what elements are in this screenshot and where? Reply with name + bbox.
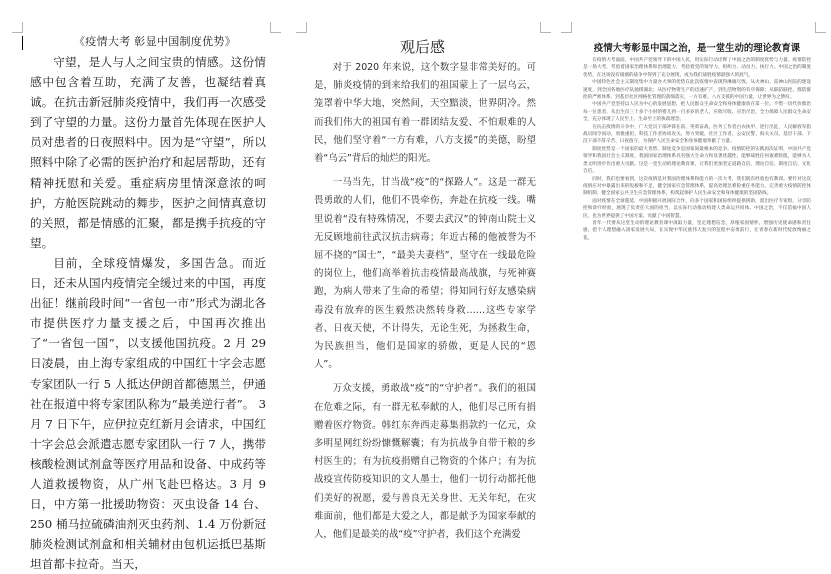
crop-mark bbox=[540, 22, 551, 33]
page3-paragraph: 青年一代要从这堂生动的理论教育课中汲取力量，坚定理想信念，厚植家国情怀，增强历史使命感和责任感，把个人理想融入国家发展大局，在实现中华民族伟大复兴的征程中奋勇前行，让青春在新时代绽放绚丽之花。 bbox=[583, 220, 811, 241]
page1-body[interactable] bbox=[30, 52, 266, 574]
page2-paragraph: 对于 2020 年来说，这个数字显非常美好的。可是，肺炎疫情的到来给我们的祖国蒙上了一层乌云，笼罩着中华大地，突然间，天空黯淡，世界阴冷。然而我们伟大的祖国有着一群团结友爱、不怕艰难的人民，他们坚守着“一方有难，八方支援”的美德，盼望着“乌云”背后的灿烂的阳光。 bbox=[314, 62, 536, 165]
page-middle bbox=[290, 0, 555, 541]
page3-paragraph: 制度优势是一个国家的最大优势，制度竞争是国家间最根本的竞争。疫情防控的实践再次证明，中国共产党领导和我国社会主义制度、我国国家治理体系具有强大生命力和显著优越性，能够战胜任何艰难险阻，能够为人类文明进步作出重大贡献。这是一堂生动的理论教育课，让我们更加坚定道路自信、理论自信、制度自信、文化自信。 bbox=[583, 146, 811, 175]
crop-mark bbox=[561, 22, 572, 33]
page2-title: 观后感 bbox=[399, 38, 445, 56]
page3-paragraph: 在抗击疫情的斗争中，广大党员干部冲锋在前、英勇奋战，医务工作者白衣执甲、逆行出征，人民解放军指战员闻令而动、勇挑重担，科技工作者协同攻关、努力突破，社区工作者、公安民警、海关关员、基层干部、下沉干部不辞辛苦、日夜值守，为保护人民生命安全和身体健康奉献了力量。 bbox=[583, 124, 811, 145]
crop-mark bbox=[12, 22, 23, 33]
page2-body[interactable] bbox=[314, 59, 536, 550]
page3-paragraph: 面对疫情在全球蔓延，中国积极开展国际合作，向多个国家和国际组织提供援助，派出医疗专家组，分享防控和诊疗经验，展现了负责任大国的担当，以实际行动推动构建人类命运共同体。中国之治，不仅造福中国人民，也为世界提供了中国方案、贡献了中国智慧。 bbox=[583, 198, 811, 219]
text-cursor bbox=[22, 36, 23, 50]
page-right bbox=[555, 0, 831, 452]
page3-paragraph: 中国共产党坚持以人民为中心的发展思想，把人民群众生命安全和身体健康放在第一位。不惜一切代价救治每一位患者，从出生仅三十多个小时的婴儿到一百多岁的老人，应收尽收、应治尽治，全力保障人民群众生命安全，充分体现了人民至上、生命至上的执政理念。 bbox=[583, 102, 811, 123]
page3-body[interactable] bbox=[583, 57, 811, 242]
page2-paragraph: 万众支援，勇敢战“疫”的“守护者”。我们的祖国在危难之际，有一群无私奉献的人，他们尽己所有捐赠着医疗物资。韩红东奔西走募集捐款约一亿元，众多明星网红纷纷慷慨解囊；有为抗战争自带干粮的乡村医生的；有为抗疫捐赠自己物资的个体户；有为抗战疫宣传防疫知识的文人墨士，他们一切行动都托他们美好的祝愿，爱与善良无关身世、无关年纪，在灾难面前，他们都是大爱之人，都是献予为国家奉献的人，他们是最美的战“疫”守护者，我们这个充满爱 bbox=[314, 383, 536, 541]
page1-paragraph: 守望，是人与人之间宝贵的情感。这份情感中包含着互助，充满了友善，也凝结着真诚。在抗击新冠肺炎疫情中，我们再一次感受到了守望的力量。这份力量首先体现在医护人员对患者的日夜照料中。因为是“守望”，所以照料中除了必需的医护治疗和起居帮助，还有精神抚慰和关爱。重症病房里情深意浓的呵护，方舱医院跳动的舞步，医护之间情真意切的关照，都是情感的汇聚，都是携手抗疫的守望。 bbox=[30, 55, 266, 250]
page3-paragraph: 在疫情大考面前，中国共产党领导下的中国人民，用实际行动诠释了中国之治的制度优势与力量。疫情防控是一场大考，考验着国家治理体系和治理能力，考验着党的领导力、组织力、动员力、执行力。中国之治的制度优势，在这场没有硝烟的战争中得到了充分展现，成为我们战胜疫情最强大的底气。 bbox=[583, 58, 811, 78]
page-left bbox=[0, 0, 290, 572]
crop-mark bbox=[270, 22, 281, 33]
page3-title: 疫情大考彰显中国之治，是一堂生动的理论教育课 bbox=[593, 43, 801, 54]
page2-paragraph: 一马当先，甘当战“疫”的“探路人”。这是一群无畏勇敢的人们，他们不畏牵伤，奔赴在抗疫一线。嘴里说着“没有特殊情况，不要去武汉”的钟南山院士义无反顾地前往武汉抗击病毒；年近古稀的他被誉为不屈不挠的“国士”，“最美夫妻档”，坚守在一线最危险的岗位上，他们高举着抗击疫情最高战旗，与死神赛跑，为病人带来了生命的希望；得知同行好友感染病毒没有放弃的医生毅然决然转身救……这些专家学者、日夜天使，不计得失，无论生死，为拯救生命，为民族担当，他们是国家的骄傲，更是人民的“恩人”。 bbox=[314, 177, 536, 371]
crop-mark bbox=[296, 22, 307, 33]
page1-paragraph: 目前，全球疫情爆发，多国告急。而近日，还未从国内疫情完全缓过来的中国，再度出征！继前段时间“一省包一市”形式为湖北各市提供医疗力量支援之后，中国再次推出了“一省包一国”，以支援他国抗疫。2 月 29 日凌晨，由上海专家组成的中国红十字会志愿专家团队一行 5 人抵达伊朗首都德黑兰，伊通社在报道中将专家团队称为“最美逆行者”。 3 月 7 日下午，应伊拉克红新月会请求，中国红十字会总会派遣志愿专家团队一行 7 人，携带核酸检测试剂盒等医疗用品和设备、中成药等人道救援物资，从广州飞赴巴格达。3 月 9 日，中方第一批援助物资：灭虫设备 14 台、250 桶马拉硫磷油剂灭虫药剂、1.4 万份新冠肺炎检测试剂盒和相关辅材由包机运抵巴基斯坦首都卡拉奇。当天， bbox=[30, 255, 266, 572]
page3-paragraph: 同时，我们也要看到，这次疫情是对我国治理体系和能力的一次大考，我们既有经验也有教训。要针对这次疫情应对中暴露出来的短板和不足，健全国家应急管理体系，提高处理急难险重任务能力，完善重大疫情防控体制机制，健全国家公共卫生应急管理体系，构筑起保护人民生命安全和身体健康的坚固防线。 bbox=[583, 176, 811, 197]
page1-title: 《疫情大考 彰显中国制度优势》 bbox=[74, 35, 236, 48]
crop-mark bbox=[815, 22, 826, 33]
page3-paragraph: 中国特色社会主义制度集中力量办大事的优势在此次疫情中表现得淋漓尽致。从火神山、雷神山医院的建设速度，到全国各地医疗队驰援湖北；从医疗物资生产的迅速扩产，到生活物资的有序保障；从联防联控、群防群控的严密体系，到基层社区网格化管理的落细落实，一方有难、八方支援的中国力量，让世界为之赞叹。 bbox=[583, 80, 811, 101]
